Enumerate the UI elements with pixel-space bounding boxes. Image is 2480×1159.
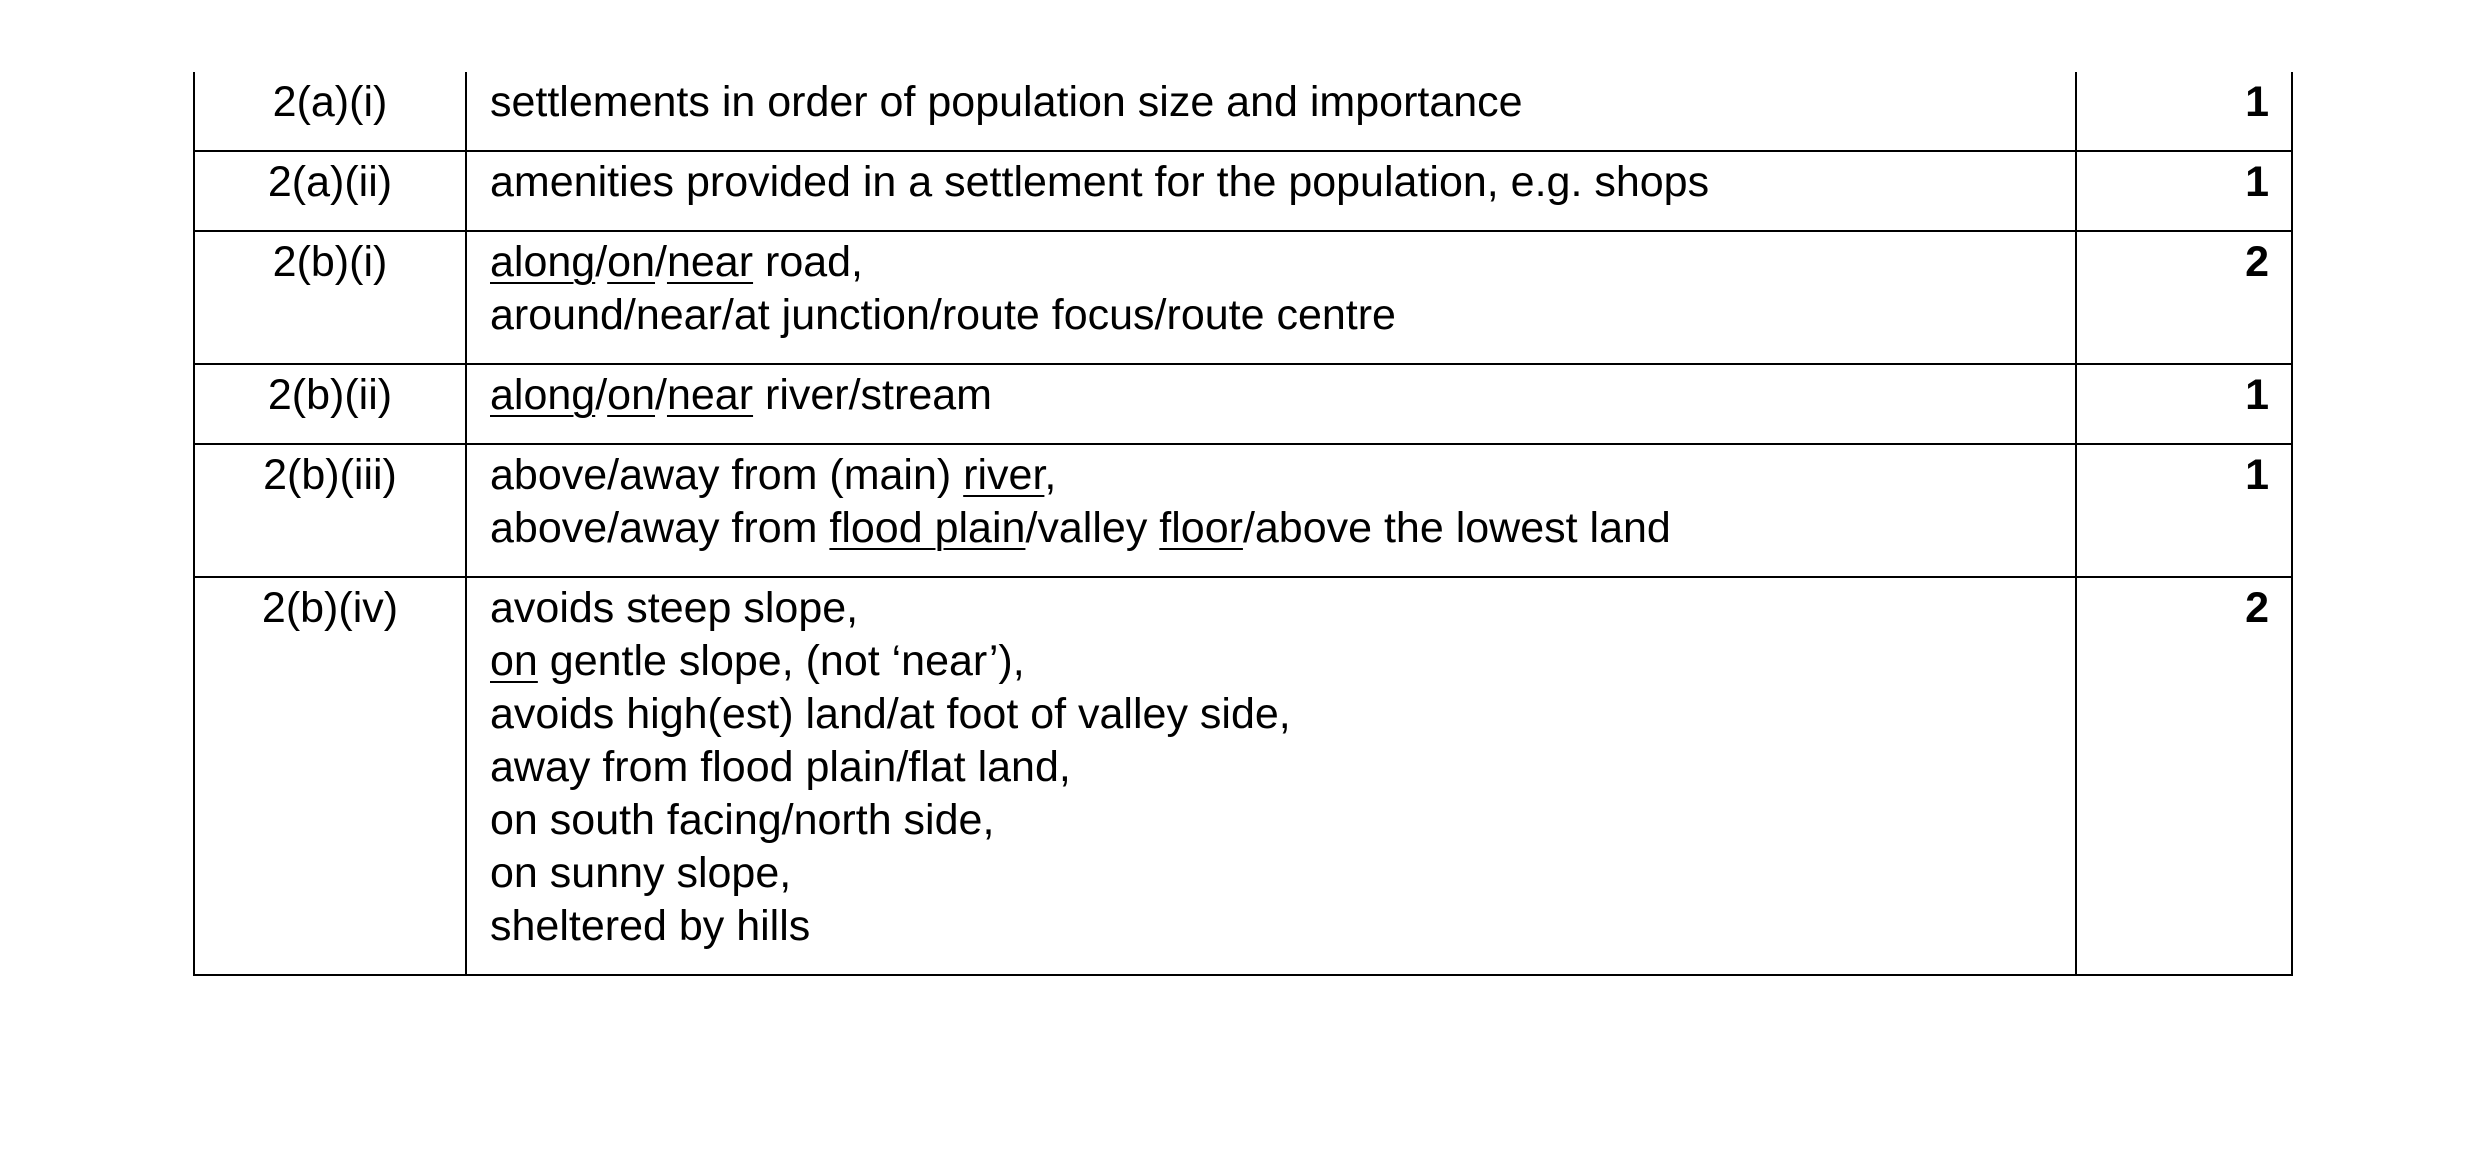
answer-line [490, 449, 2065, 502]
question-number-cell: 2(a)(ii) [194, 151, 466, 231]
mark-scheme-body [194, 72, 2292, 975]
answer-text: avoids steep slope, [490, 584, 859, 632]
answer-text: settlements in order of population size and importance [490, 78, 1523, 126]
underlined-answer-text: along [490, 371, 596, 419]
answer-text: amenities provided in a settlement for the population, e.g. shops [490, 158, 1710, 206]
answer-text: /valley [1025, 504, 1160, 552]
marks-cell: 1 [2076, 151, 2292, 231]
question-number-cell: 2(b)(i) [194, 231, 466, 364]
answer-line [490, 582, 2065, 635]
underlined-answer-text: on [607, 371, 656, 419]
table-row [194, 444, 2292, 577]
answer-line [490, 847, 2065, 900]
underlined-answer-text: flood plain [829, 504, 1026, 552]
underlined-answer-text: floor [1159, 504, 1243, 552]
answer-cell [466, 444, 2076, 577]
answer-text: river/stream [753, 371, 992, 419]
answer-line [490, 156, 2065, 209]
answer-cell [466, 577, 2076, 975]
answer-text: sheltered by hills [490, 902, 811, 950]
answer-text: avoids high(est) land/at foot of valley side, [490, 690, 1291, 738]
answer-line [490, 688, 2065, 741]
answer-line [490, 900, 2065, 953]
table-row [194, 364, 2292, 444]
answer-text: /above the lowest land [1242, 504, 1671, 552]
answer-text: road, [753, 238, 864, 286]
answer-text: above/away from [490, 504, 830, 552]
marks-cell: 2 [2076, 231, 2292, 364]
table-row [194, 577, 2292, 975]
answer-cell [466, 151, 2076, 231]
underlined-answer-text: along [490, 238, 596, 286]
underlined-answer-text: on [490, 637, 538, 685]
answer-line [490, 635, 2065, 688]
question-number-cell: 2(a)(i) [194, 72, 466, 151]
answer-text: gentle slope, (not ‘near’), [537, 637, 1025, 685]
answer-text: , [1044, 451, 1057, 499]
underlined-answer-text: river [963, 451, 1045, 499]
answer-line [490, 236, 2065, 289]
answer-line [490, 76, 2065, 129]
question-number-cell: 2(b)(iii) [194, 444, 466, 577]
answer-text: / [655, 371, 667, 419]
underlined-answer-text: near [666, 238, 754, 286]
answer-line [490, 794, 2065, 847]
table-row [194, 231, 2292, 364]
answer-line [490, 369, 2065, 422]
answer-text: / [655, 238, 667, 286]
answer-text: away from flood plain/flat land, [490, 743, 1071, 791]
answer-line [490, 289, 2065, 342]
answer-text: around/near/at junction/route focus/route centre [490, 291, 1396, 339]
underlined-answer-text: on [607, 238, 656, 286]
question-number-cell: 2(b)(iv) [194, 577, 466, 975]
table-row [194, 151, 2292, 231]
mark-scheme-table [193, 72, 2293, 976]
question-number-cell: 2(b)(ii) [194, 364, 466, 444]
answer-text: on sunny slope, [490, 849, 792, 897]
answer-cell [466, 231, 2076, 364]
answer-text: above/away from (main) [490, 451, 964, 499]
answer-cell [466, 72, 2076, 151]
table-row [194, 72, 2292, 151]
marks-cell: 1 [2076, 364, 2292, 444]
marks-cell: 2 [2076, 577, 2292, 975]
underlined-answer-text: near [666, 371, 754, 419]
answer-text: / [595, 371, 608, 419]
answer-text: / [595, 238, 608, 286]
marks-cell: 1 [2076, 444, 2292, 577]
marks-cell: 1 [2076, 72, 2292, 151]
answer-line [490, 741, 2065, 794]
answer-text: on south facing/north side, [490, 796, 995, 844]
answer-cell [466, 364, 2076, 444]
answer-line [490, 502, 2065, 555]
